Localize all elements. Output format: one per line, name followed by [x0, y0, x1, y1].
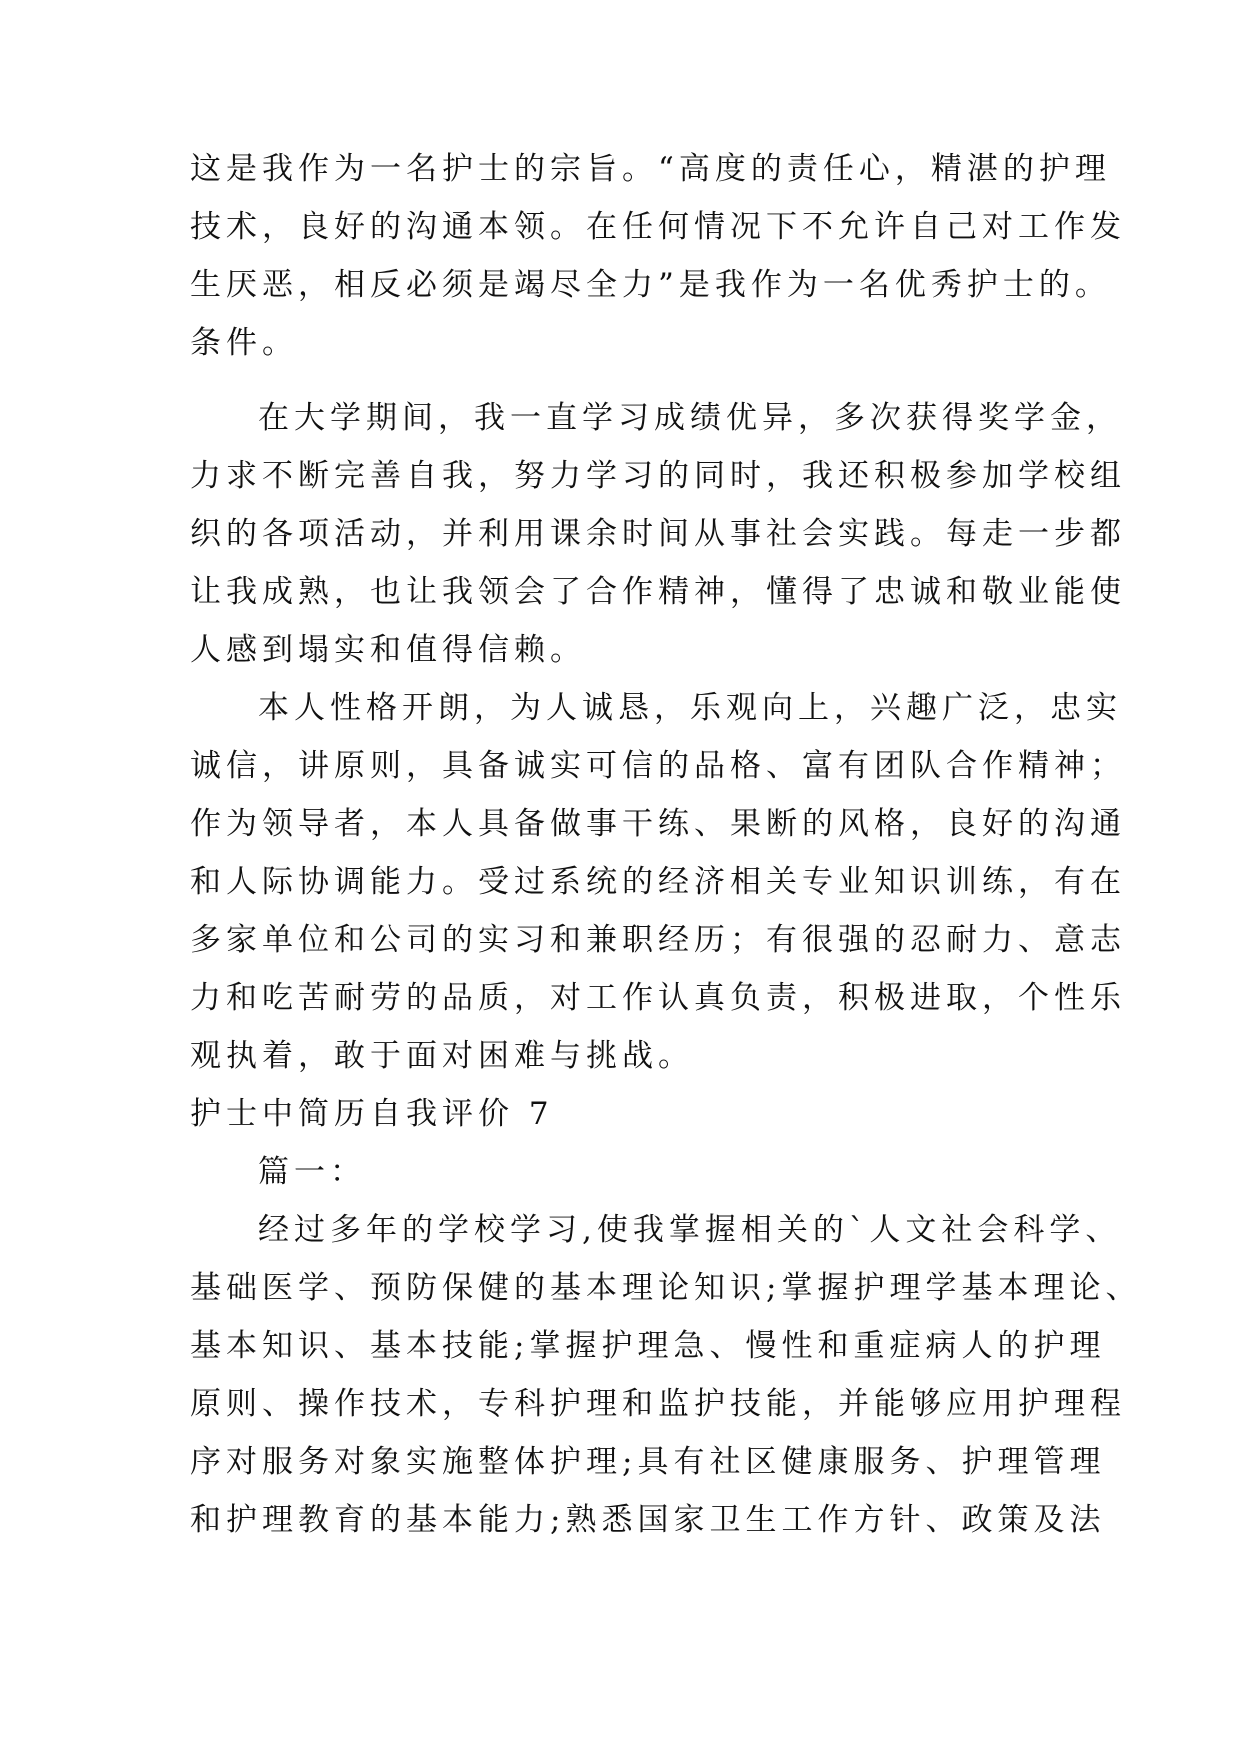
text-line: 和人际协调能力。受过系统的经济相关专业知识训练，有在 [190, 864, 1126, 900]
text-line: 作为领导者，本人具备做事干练、果断的风格，良好的沟通 [190, 806, 1126, 842]
paragraph-first-line: 在大学期间，我一直学习成绩优异，多次获得奖学金， [258, 400, 1122, 436]
paragraph-first-line: 本人性格开朗，为人诚恳，乐观向上，兴趣广泛，忠实 [258, 690, 1122, 726]
text-line: 人感到塌实和值得信赖。 [190, 632, 586, 668]
section-heading: 护士中简历自我评价 7 [190, 1096, 554, 1132]
text-line: 基础医学、预防保健的基本理论知识;掌握护理学基本理论、 [190, 1270, 1142, 1306]
text-line: 力求不断完善自我，努力学习的同时，我还积极参加学校组 [190, 458, 1126, 494]
text-line: 原则、操作技术，专科护理和监护技能，并能够应用护理程 [190, 1386, 1126, 1422]
text-line: 观执着，敢于面对困难与挑战。 [190, 1038, 694, 1074]
text-line: 诚信，讲原则，具备诚实可信的品格、富有团队合作精神； [190, 748, 1126, 784]
text-line: 和护理教育的基本能力;熟悉国家卫生工作方针、政策及法 [190, 1502, 1106, 1538]
text-line: 条件。 [190, 325, 298, 361]
paragraph-first-line: 经过多年的学校学习,使我掌握相关的`人文社会科学、 [258, 1212, 1122, 1248]
text-line: 织的各项活动，并利用课余时间从事社会实践。每走一步都 [190, 516, 1126, 552]
text-line: 让我成熟，也让我领会了合作精神，懂得了忠诚和敬业能使 [190, 574, 1126, 610]
text-line: 多家单位和公司的实习和兼职经历；有很强的忍耐力、意志 [190, 922, 1126, 958]
text-line: 技术，良好的沟通本领。在任何情况下不允许自己对工作发 [190, 209, 1126, 245]
subsection-label: 篇一： [258, 1154, 366, 1190]
text-line: 基本知识、基本技能;掌握护理急、慢性和重症病人的护理 [190, 1328, 1106, 1364]
text-line: 生厌恶，相反必须是竭尽全力”是我作为一名优秀护士的。 [190, 267, 1111, 303]
text-line: 力和吃苦耐劳的品质，对工作认真负责，积极进取，个性乐 [190, 980, 1126, 1016]
text-line: 这是我作为一名护士的宗旨。“高度的责任心，精湛的护理 [190, 151, 1111, 187]
text-line: 序对服务对象实施整体护理;具有社区健康服务、护理管理 [190, 1444, 1106, 1480]
